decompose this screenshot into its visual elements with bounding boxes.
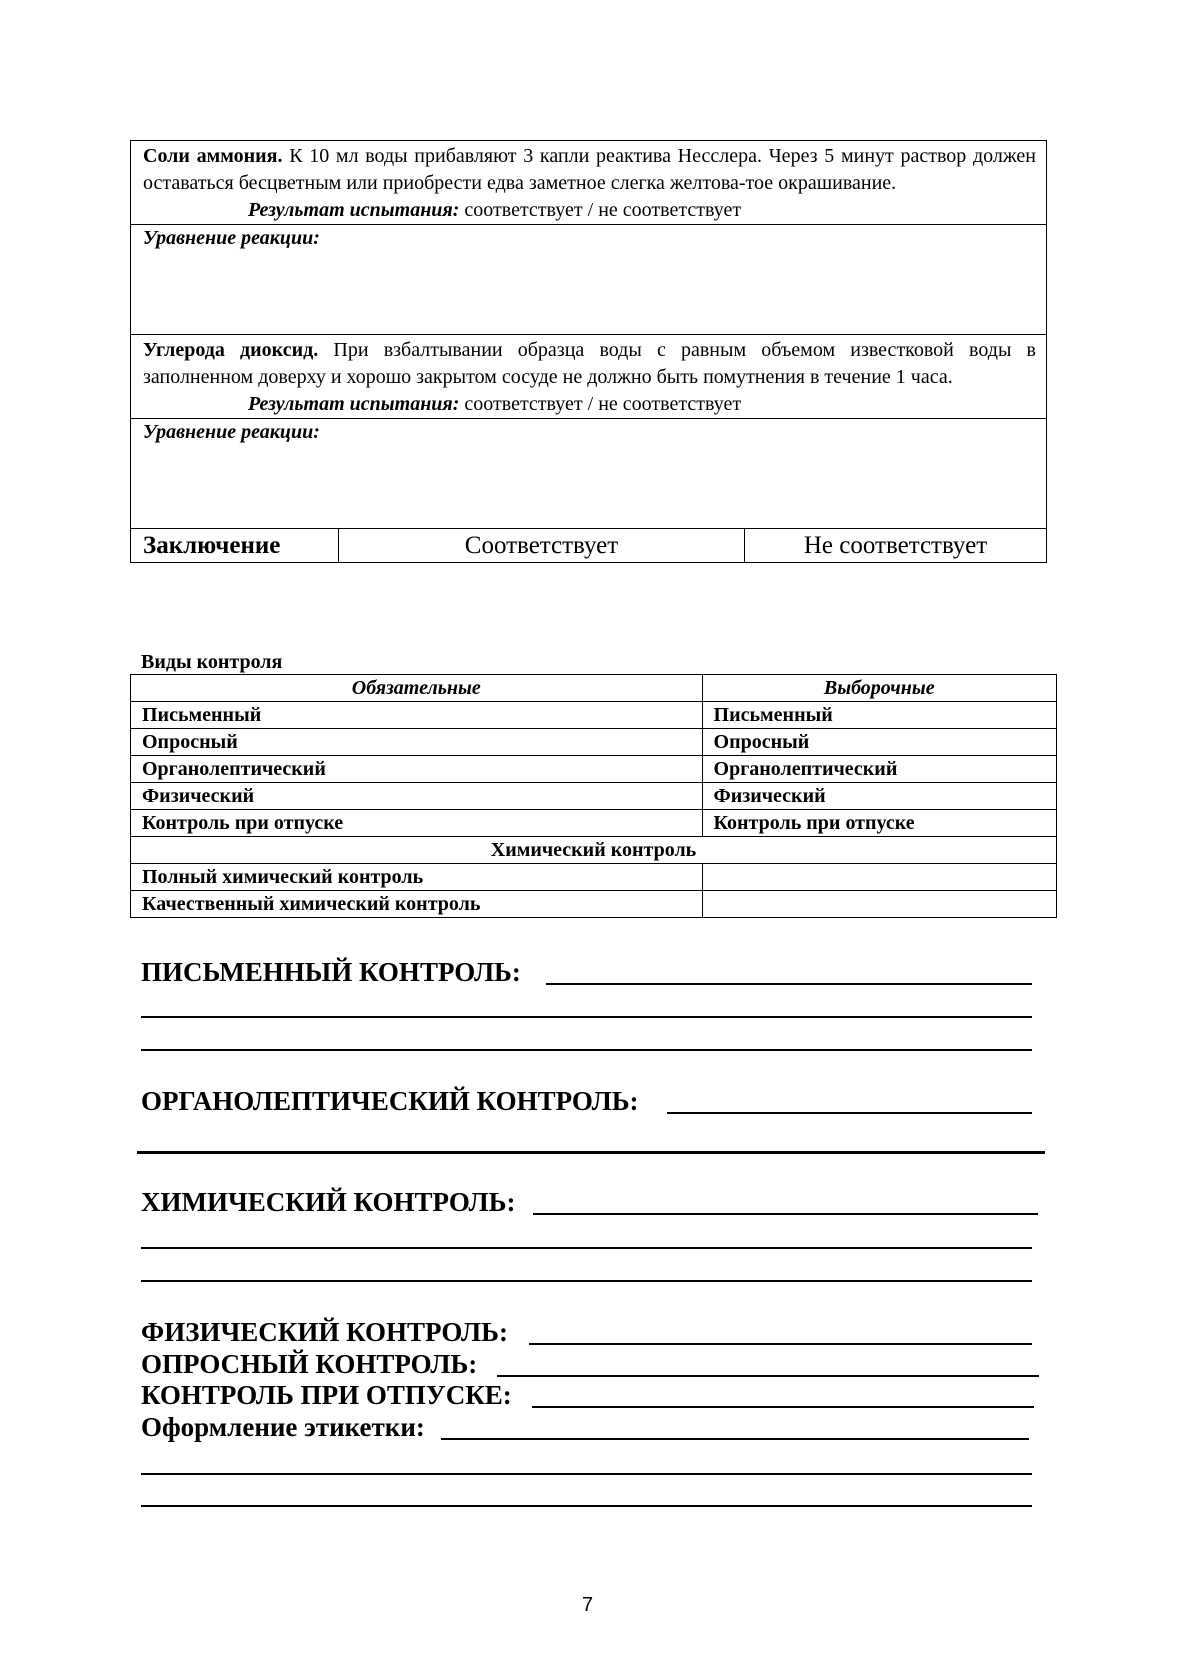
- tests-table: [130, 140, 1047, 563]
- label-design-line[interactable]: [441, 1438, 1029, 1440]
- test-name: Углерода диоксид.: [143, 339, 319, 361]
- chemical-control-line[interactable]: [141, 1247, 1032, 1249]
- header-mandatory: Обязательные: [131, 675, 703, 702]
- table-row: [131, 783, 1057, 810]
- label-design-label: Оформление этикетки:: [141, 1412, 425, 1442]
- chem-control-header: Химический контроль: [131, 837, 1057, 864]
- conclusion-row: [131, 528, 1046, 562]
- organoleptic-control-line[interactable]: [137, 1151, 1045, 1154]
- written-control-line[interactable]: [141, 1049, 1032, 1051]
- table-row: [131, 891, 1057, 918]
- label-design-line[interactable]: [141, 1505, 1032, 1507]
- conclusion-option-yes[interactable]: Соответствует: [339, 529, 745, 562]
- equation-label: Уравнение реакции:: [143, 227, 320, 249]
- table-cell: Полный химический контроль: [131, 864, 703, 891]
- table-cell: Физический: [702, 783, 1056, 810]
- test-description: К 10 мл воды прибавляют 3 капли реактива Несслера. Через 5 минут раствор должен оставаться бесцветным или приобрести едва заметное слегка желтова-тое окрашивание.: [143, 145, 1037, 194]
- table-cell-empty[interactable]: [702, 864, 1056, 891]
- survey-control-label: ОПРОСНЫЙ КОНТРОЛЬ:: [141, 1349, 478, 1379]
- dispensing-control-label: КОНТРОЛЬ ПРИ ОТПУСКЕ:: [141, 1380, 512, 1410]
- test-name: Соли аммония.: [143, 145, 283, 167]
- physical-control-label: ФИЗИЧЕСКИЙ КОНТРОЛЬ:: [141, 1317, 508, 1347]
- table-row: [131, 810, 1057, 837]
- table-row: [131, 675, 1057, 702]
- table-row: [131, 864, 1057, 891]
- table-row: [131, 702, 1057, 729]
- controls-title: Виды контроля: [141, 651, 283, 673]
- table-cell: Контроль при отпуске: [702, 810, 1056, 837]
- written-control-label: ПИСЬМЕННЫЙ КОНТРОЛЬ:: [141, 957, 521, 987]
- result-options: соответствует / не соответствует: [464, 393, 742, 415]
- chemical-control-line[interactable]: [533, 1213, 1038, 1215]
- dispensing-control-line[interactable]: [532, 1406, 1034, 1408]
- carbon-dioxide-test: [131, 334, 1046, 418]
- ammonium-test: [131, 141, 1046, 224]
- organoleptic-control-label: ОРГАНОЛЕПТИЧЕСКИЙ КОНТРОЛЬ:: [141, 1086, 639, 1116]
- result-label: Результат испытания:: [248, 393, 460, 415]
- header-selective: Выборочные: [702, 675, 1056, 702]
- table-cell: Письменный: [131, 702, 703, 729]
- table-cell: Опросный: [702, 729, 1056, 756]
- written-control-line[interactable]: [546, 983, 1032, 985]
- table-cell: Физический: [131, 783, 703, 810]
- conclusion-label: Заключение: [131, 529, 339, 562]
- conclusion-option-no[interactable]: Не соответствует: [803, 532, 988, 559]
- table-cell: Опросный: [131, 729, 703, 756]
- test-result-line: [143, 197, 1036, 224]
- page-number: 7: [582, 1594, 594, 1616]
- table-cell-empty[interactable]: [702, 891, 1056, 918]
- test-result-line: [143, 391, 1036, 418]
- table-cell: Контроль при отпуске: [131, 810, 703, 837]
- organoleptic-control-line[interactable]: [667, 1112, 1032, 1114]
- equation-label: Уравнение реакции:: [143, 421, 320, 443]
- label-design-line[interactable]: [141, 1473, 1032, 1475]
- written-control-line[interactable]: [141, 1016, 1032, 1018]
- table-cell: Письменный: [702, 702, 1056, 729]
- equation-field[interactable]: [131, 418, 1046, 528]
- chemical-control-label: ХИМИЧЕСКИЙ КОНТРОЛЬ:: [141, 1187, 516, 1217]
- result-options: соответствует / не соответствует: [464, 199, 742, 221]
- equation-field[interactable]: [131, 224, 1046, 334]
- table-cell: Органолептический: [702, 756, 1056, 783]
- physical-control-line[interactable]: [529, 1343, 1032, 1345]
- table-row: [131, 756, 1057, 783]
- result-label: Результат испытания:: [248, 199, 460, 221]
- table-row: [131, 837, 1057, 864]
- controls-table: [130, 674, 1057, 918]
- table-cell: Органолептический: [131, 756, 703, 783]
- chemical-control-line[interactable]: [141, 1280, 1032, 1282]
- survey-control-line[interactable]: [497, 1375, 1039, 1377]
- table-cell: Качественный химический контроль: [131, 891, 703, 918]
- test-description: При взбалтывании образца воды с равным объемом известковой воды в заполненном доверху и хорошо закрытом сосуде не должно быть помутнения в течение 1 часа.: [143, 339, 1036, 388]
- table-row: [131, 729, 1057, 756]
